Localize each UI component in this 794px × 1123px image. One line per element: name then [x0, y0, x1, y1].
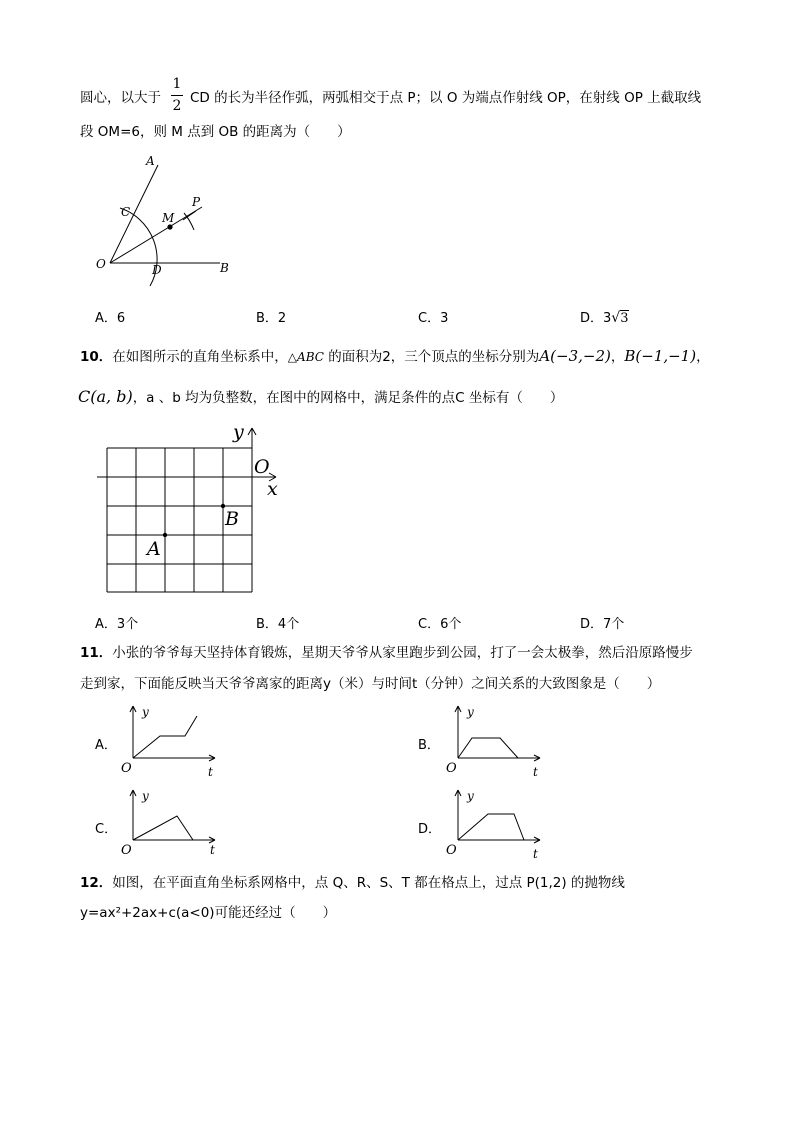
q11-graph-d	[440, 784, 550, 864]
label-b: B	[220, 261, 229, 275]
q10-grid-figure	[90, 420, 295, 600]
q11-text-1: 小张的爷爷每天坚持体育锻炼，星期天爷爷从家里跑步到公园，打了一会太极拳，然后沿原路慢步	[112, 645, 693, 661]
q11-option-b-label: B．	[418, 738, 440, 753]
q11-graph-b	[440, 700, 550, 780]
axis-label-o: O	[446, 843, 457, 858]
axis-label-t: t	[210, 843, 215, 857]
graph-line-d	[458, 814, 524, 840]
q10-option-a: A．3个	[95, 617, 139, 632]
q10-separator-2: ，	[696, 349, 710, 365]
q10-coord-a: A(−3,−2)	[539, 347, 611, 365]
q10-coord-b: B(−1,−1)	[624, 347, 697, 365]
q11-line2: 走到家，下面能反映当天爷爷离家的距离y（米）与时间t（分钟）之间关系的大致图象是（ ）	[80, 676, 661, 692]
q9-option-d-sqrt-value: 3	[620, 311, 629, 326]
q10-text-c: ，a 、b 均为负整数，在图中的网格中，满足条件的点C 坐标有（ ）	[132, 390, 564, 406]
q9-fraction-bar	[171, 95, 183, 96]
q11-graph-a	[115, 700, 225, 780]
label-a: A	[147, 538, 161, 560]
axis-label-t: t	[533, 765, 538, 779]
label-o: O	[96, 257, 106, 271]
graph-line-a	[133, 716, 197, 758]
q10-triangle: △ABC	[287, 350, 324, 364]
axis-label-y: y	[142, 705, 149, 719]
q10-text-b: 的面积为2，三个顶点的坐标分别为	[323, 349, 540, 365]
axis-label-t: t	[208, 765, 213, 779]
label-p: P	[192, 195, 201, 209]
q9-line2: 段 OM=6，则 M 点到 OB 的距离为（ ）	[80, 124, 351, 140]
axis-label-y: y	[467, 705, 474, 719]
q10-line1	[80, 346, 710, 367]
q11-option-d-label: D．	[418, 822, 442, 837]
q10-number: 10．	[80, 349, 113, 365]
q9-line1-part2: CD 的长为半径作弧，两弧相交于点 P；以 O 为端点作射线 OP，在射线 OP 上截取线	[190, 90, 702, 106]
q10-coord-c: C(a, b)	[78, 387, 133, 406]
q12-line2: y=ax²+2ax+c(a<0)可能还经过（ ）	[80, 905, 337, 921]
q9-option-b: B．2	[256, 311, 287, 326]
q10-text-a: 在如图所示的直角坐标系中，	[112, 349, 288, 365]
q10-option-d: D．7个	[580, 617, 625, 632]
label-b: B	[225, 508, 239, 530]
point-a	[163, 533, 167, 537]
q9-fraction-numerator: 1	[172, 76, 182, 92]
q10-line2	[78, 387, 563, 408]
label-x: x	[267, 478, 278, 500]
q12-line1	[80, 873, 625, 893]
axis-label-y: y	[467, 789, 474, 803]
q9-fraction-denominator: 2	[172, 98, 182, 114]
q9-option-d-label: D．3	[580, 311, 612, 326]
label-m: M	[162, 211, 175, 225]
q9-option-a: A．6	[95, 311, 126, 326]
axis-label-o: O	[121, 843, 132, 858]
q9-line1-part1: 圆心，以大于	[80, 90, 161, 106]
q10-option-c: C．6个	[418, 617, 462, 632]
axis-label-t: t	[533, 847, 538, 861]
q10-separator: ，	[610, 349, 625, 365]
label-a: A	[146, 154, 155, 168]
q11-number: 11．	[80, 645, 113, 661]
q12-number: 12．	[80, 875, 113, 891]
label-d: D	[152, 263, 162, 277]
q11-option-a-label: A．	[95, 738, 117, 753]
axis-label-o: O	[446, 761, 457, 776]
q9-angle-figure	[90, 150, 250, 290]
arc-p2	[183, 211, 196, 220]
graph-line-b	[458, 738, 518, 758]
label-y: y	[233, 421, 244, 443]
q11-line1	[80, 643, 693, 663]
q11-option-c-label: C．	[95, 822, 118, 837]
q10-option-b: B．4个	[256, 617, 300, 632]
label-c: C	[121, 205, 131, 219]
point-m	[167, 224, 172, 229]
q9-option-c: C．3	[418, 311, 449, 326]
graph-line-c	[133, 816, 193, 840]
q12-text-1: 如图，在平面直角坐标系网格中，点 Q、R、S、T 都在格点上，过点 P(1,2) 的抛物线	[112, 875, 625, 891]
q9-option-d: D．3√3	[580, 310, 629, 326]
axis-label-y: y	[142, 789, 149, 803]
q11-graph-c	[115, 784, 225, 864]
label-origin: O	[254, 456, 270, 478]
axis-label-o: O	[121, 761, 132, 776]
